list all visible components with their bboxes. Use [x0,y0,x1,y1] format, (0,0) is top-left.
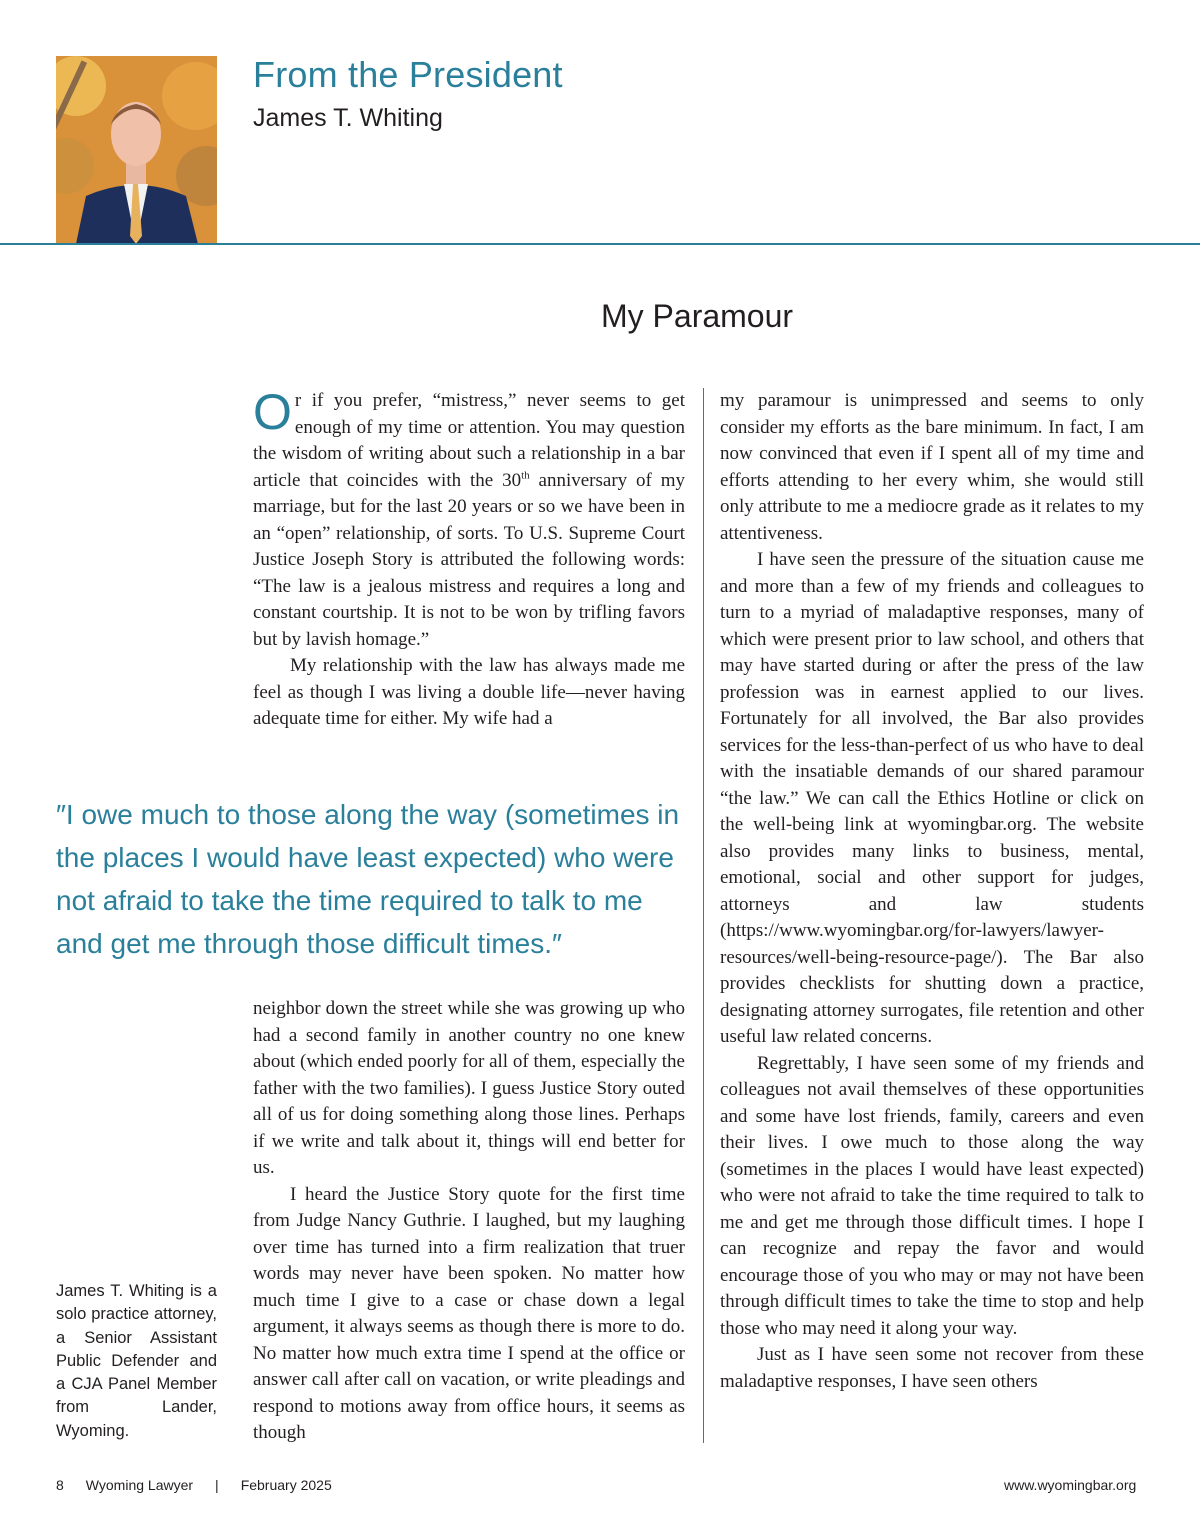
column-divider [703,388,704,1443]
paragraph: I heard the Justice Story quote for the first time from Judge Nancy Guthrie. I laughed, but my laughing over time has turned into a firm realization that truer words may never have been spoken. No matter how much time I give to a case or chase down a legal argument, it always seems as though there is more to do. No matter how much extra time I spend at the office or answer call after call on vacation, or write pleadings and respond to motions away from office hours, it seems as though [253,1183,685,1443]
paragraph: Regrettably, I have seen some of my friends and colleagues not avail themselves of these opportunities and some have lost friends, family, careers and even their lives. I owe much to those along the way (sometimes in the places I would have least expected) who were not afraid to take the time required to talk to me and get me through those difficult times. I hope I can recognize and repay the favor and would encourage those of you who may or may not have been through difficult times to take the time to stop and help those who may need it along your way. [720,1052,1144,1339]
column-1-bottom [253,996,685,1447]
issue-date: February 2025 [240,1477,332,1493]
publication-name: Wyoming Lawyer [85,1477,194,1493]
header-rule [0,243,1200,245]
footer-separator: | [215,1477,219,1493]
paragraph: my paramour is unimpressed and seems to only consider my efforts as the bare minimum. In fact, I am now convinced that even if I spent all of my time and efforts attending to her every whim, she would still only attribute to me a mediocre grade as it relates to my attentiveness. [720,390,1144,544]
article-title: My Paramour [601,298,794,334]
drop-cap: O [253,384,292,440]
footer-website: www.wyomingbar.org [1004,1477,1137,1493]
section-title: From the President [253,54,563,95]
paragraph-text: anniversary of my marriage, but for the last 20 years or so we have been in an “open” relationship, of sorts. To U.S. Supreme Court Justice Joseph Story is attributed the following words: “The law is a jealous mistress and requires a long and constant courtship. It is not to be won by trifling favors but by lavish homage.” [253,469,685,650]
paragraph [253,384,685,653]
column-1-top [253,384,685,733]
paragraph: Just as I have seen some not recover from these maladaptive responses, I have seen others [720,1344,1144,1392]
paragraph-text: r if you prefer, “mistress,” never seems to get enough of my time or attention. You may question the wisdom of writing about such a relationship in a bar article that coincides with the 30 [253,390,685,491]
paragraph: My relationship with the law has always made me feel as though I was living a double life—never having adequate time for either. My wife had a [253,655,685,729]
page-number: 8 [56,1477,64,1493]
ordinal-suffix: th [521,469,530,482]
paragraph: I have seen the pressure of the situation cause me and more than a few of my friends and colleagues to turn to a myriad of maladaptive responses, many of which were present prior to law school, and others that may have started during or after the press of the law profession was in earnest applied to our lives. Fortunately for all involved, the Bar also provides services for the less-than-perfect of us who have to deal with the insatiable demands of our shared paramour “the law.” We can call the Ethics Hotline or click on the well-being link at wyomingbar.org. The website also provides many links to business, mental, emotional, social and other support for judges, attorneys and law students (https://www.wyomingbar.org/for-lawyers/lawyer-resources/well-being-resource-page/). The Bar also provides checklists for shutting down a practice, designating attorney surrogates, file retention and other useful law related concerns. [720,549,1144,1047]
paragraph: neighbor down the street while she was growing up who had a second family in another country no one knew about (which ended poorly for all of them, especially the father with the two families). I guess Justice Story outed all of us for doing something along those lines. Perhaps if we write and talk about it, things will end better for us. [253,998,685,1178]
column-2 [720,388,1144,1395]
pull-quote: ″I owe much to those along the way (sometimes in the places I would have least expected) who were not afraid to take the time required to talk to me and get me through those difficult times.″ [56,799,680,959]
author-name: James T. Whiting [253,104,443,132]
author-photo [56,56,217,244]
footer-left [56,1477,354,1493]
author-bio: James T. Whiting is a solo practice attorney, a Senior Assistant Public Defender and a CJA Panel Member from Lander, Wyoming. [56,1282,217,1440]
